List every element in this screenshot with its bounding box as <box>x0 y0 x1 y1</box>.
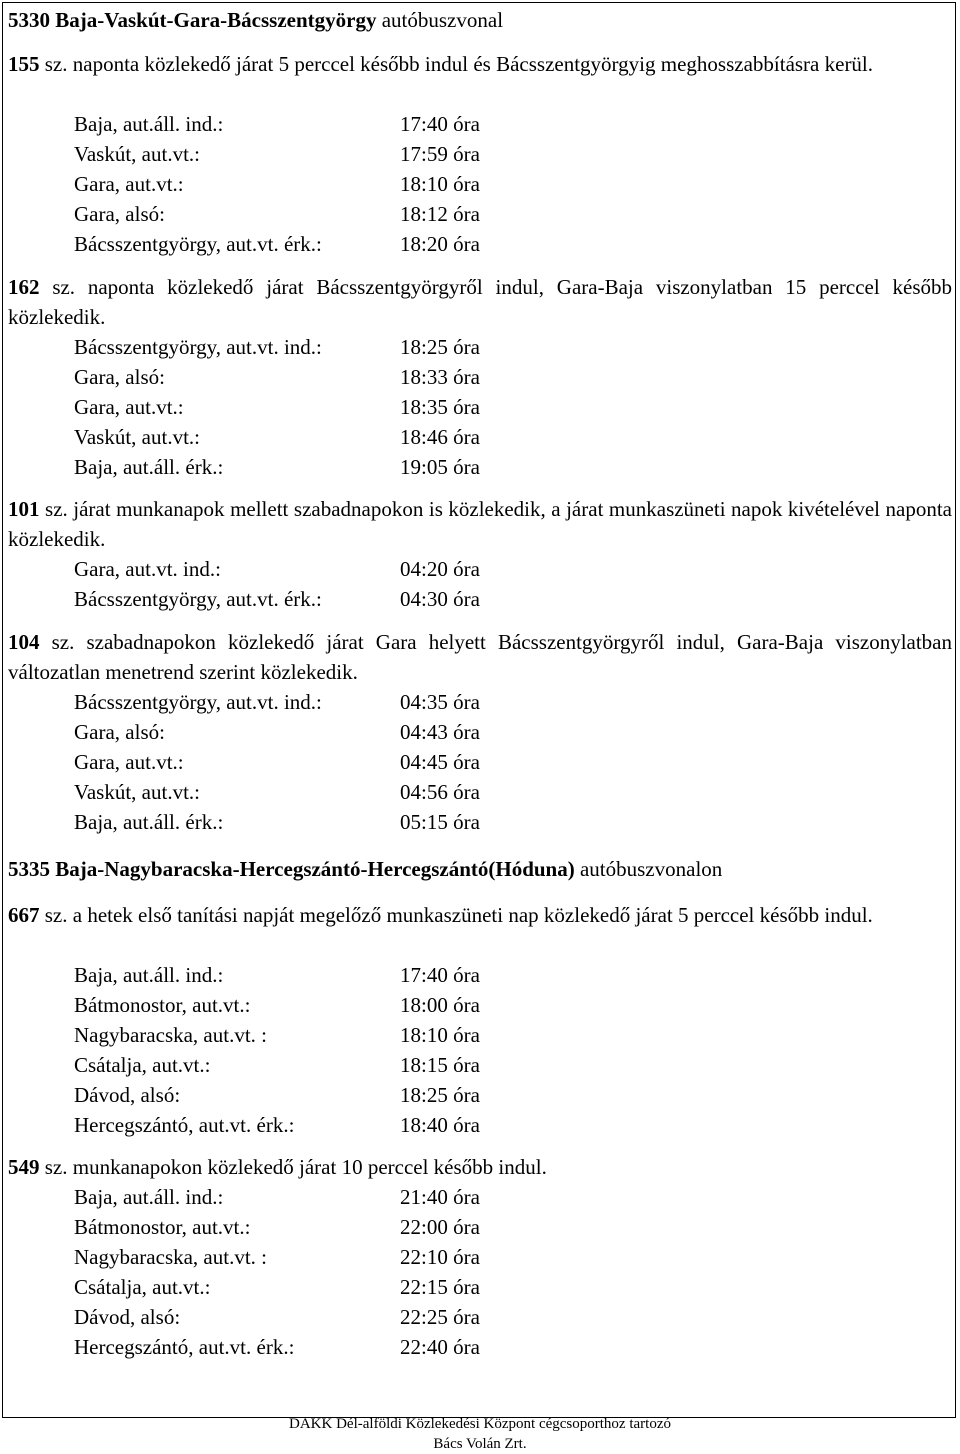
stop-time: 04:30 óra <box>400 587 480 611</box>
notice-101 <box>8 494 952 554</box>
timetable-row <box>0 1272 960 1302</box>
stop-name: Vaskút, aut.vt.: <box>74 142 200 166</box>
timetable-row <box>0 362 960 392</box>
timetable-row <box>0 1080 960 1110</box>
timetable-row <box>0 229 960 259</box>
stop-name: Gara, aut.vt. ind.: <box>74 557 221 581</box>
timetable-row <box>0 1332 960 1362</box>
timetable-row <box>0 169 960 199</box>
stop-name: Baja, aut.áll. ind.: <box>74 1185 224 1209</box>
timetable-row <box>0 452 960 482</box>
stop-name: Csátalja, aut.vt.: <box>74 1053 211 1077</box>
stop-time: 18:46 óra <box>400 425 480 449</box>
timetable-row <box>0 109 960 139</box>
stop-name: Bácsszentgyörgy, aut.vt. ind.: <box>74 335 322 359</box>
stop-time: 18:00 óra <box>400 993 480 1017</box>
notice-104 <box>8 627 952 687</box>
stop-name: Vaskút, aut.vt.: <box>74 780 200 804</box>
stop-name: Bácsszentgyörgy, aut.vt. érk.: <box>74 587 322 611</box>
stop-name: Baja, aut.áll. érk.: <box>74 810 224 834</box>
route-name: Baja-Nagybaracska-Hercegszántó-Hercegszántó(Hóduna) <box>55 857 575 881</box>
timetable-row <box>0 1020 960 1050</box>
route-code: 5335 <box>8 857 50 881</box>
stop-time: 04:43 óra <box>400 720 480 744</box>
stop-name: Bátmonostor, aut.vt.: <box>74 993 251 1017</box>
notice-155 <box>8 49 952 79</box>
trip-number: 155 <box>8 52 40 76</box>
route-code: 5330 <box>8 8 50 32</box>
stop-time: 18:40 óra <box>400 1113 480 1137</box>
stop-name: Gara, aut.vt.: <box>74 172 184 196</box>
timetable-row <box>0 687 960 717</box>
trip-number: 101 <box>8 497 40 521</box>
stop-time: 04:20 óra <box>400 557 480 581</box>
timetable-row <box>0 1302 960 1332</box>
stop-time: 04:35 óra <box>400 690 480 714</box>
route-heading-5335 <box>8 857 722 882</box>
timetable-row <box>0 960 960 990</box>
trip-number: 104 <box>8 630 40 654</box>
stop-time: 18:10 óra <box>400 172 480 196</box>
notice-text: sz. járat munkanapok mellett szabadnapokon is közlekedik, a járat munkaszüneti napok kivételével naponta közlekedik. <box>8 497 952 551</box>
stop-name: Dávod, alsó: <box>74 1083 181 1107</box>
stop-time: 22:00 óra <box>400 1215 480 1239</box>
timetable-row <box>0 990 960 1020</box>
stop-time: 18:12 óra <box>400 202 480 226</box>
stop-time: 17:40 óra <box>400 112 480 136</box>
stop-time: 18:25 óra <box>400 1083 480 1107</box>
stop-time: 18:25 óra <box>400 335 480 359</box>
timetable-row <box>0 717 960 747</box>
stop-name: Vaskút, aut.vt.: <box>74 425 200 449</box>
timetable-row <box>0 332 960 362</box>
stop-name: Baja, aut.áll. ind.: <box>74 112 224 136</box>
timetable-row <box>0 747 960 777</box>
stop-time: 18:15 óra <box>400 1053 480 1077</box>
stop-time: 04:56 óra <box>400 780 480 804</box>
notice-text: sz. naponta közlekedő járat 5 perccel később indul és Bácsszentgyörgyig meghosszabbításra kerül. <box>44 52 874 76</box>
stop-time: 21:40 óra <box>400 1185 480 1209</box>
timetable-row <box>0 422 960 452</box>
notice-162 <box>8 272 952 332</box>
stop-time: 18:35 óra <box>400 395 480 419</box>
stop-time: 18:10 óra <box>400 1023 480 1047</box>
stop-name: Bácsszentgyörgy, aut.vt. érk.: <box>74 232 322 256</box>
stop-time: 17:40 óra <box>400 963 480 987</box>
stop-name: Csátalja, aut.vt.: <box>74 1275 211 1299</box>
timetable-row <box>0 584 960 614</box>
timetable-row <box>0 199 960 229</box>
stop-name: Bátmonostor, aut.vt.: <box>74 1215 251 1239</box>
notice-text: sz. szabadnapokon közlekedő járat Gara helyett Bácsszentgyörgyről indul, Gara-Baja viszonylatban változatlan menetrend szerint közlekedik. <box>8 630 952 684</box>
footer-company-name: Bács Volán Zrt. <box>433 1436 527 1452</box>
stop-name: Gara, aut.vt.: <box>74 395 184 419</box>
stop-time: 05:15 óra <box>400 810 480 834</box>
stop-name: Dávod, alsó: <box>74 1305 181 1329</box>
stop-name: Gara, alsó: <box>74 365 165 389</box>
route-suffix: autóbuszvonal <box>381 8 504 32</box>
trip-number: 162 <box>8 275 40 299</box>
stop-name: Baja, aut.áll. érk.: <box>74 455 224 479</box>
stop-time: 22:10 óra <box>400 1245 480 1269</box>
stop-time: 22:40 óra <box>400 1335 480 1359</box>
stop-name: Hercegszántó, aut.vt. érk.: <box>74 1335 295 1359</box>
timetable-row <box>0 807 960 837</box>
notice-text: sz. munkanapokon közlekedő járat 10 perccel később indul. <box>44 1155 547 1179</box>
stop-name: Bácsszentgyörgy, aut.vt. ind.: <box>74 690 322 714</box>
notice-text: sz. naponta közlekedő járat Bácsszentgyörgyről indul, Gara-Baja viszonylatban 15 perccel később közlekedik. <box>8 275 953 329</box>
footer-company: DAKK Dél-alföldi Közlekedési Központ cégcsoporthoz tartozó <box>289 1416 671 1432</box>
timetable-row <box>0 139 960 169</box>
timetable-row <box>0 1242 960 1272</box>
stop-name: Gara, alsó: <box>74 202 165 226</box>
timetable-row <box>0 777 960 807</box>
notice-549 <box>8 1152 952 1182</box>
timetable-row <box>0 554 960 584</box>
timetable-row <box>0 1110 960 1140</box>
stop-time: 18:33 óra <box>400 365 480 389</box>
stop-name: Baja, aut.áll. ind.: <box>74 963 224 987</box>
stop-name: Nagybaracska, aut.vt. : <box>74 1245 268 1269</box>
stop-name: Gara, aut.vt.: <box>74 750 184 774</box>
trip-number: 549 <box>8 1155 40 1179</box>
trip-number: 667 <box>8 903 40 927</box>
stop-time: 19:05 óra <box>400 455 480 479</box>
stop-name: Gara, alsó: <box>74 720 165 744</box>
stop-time: 22:25 óra <box>400 1305 480 1329</box>
route-suffix: autóbuszvonalon <box>579 857 723 881</box>
stop-name: Nagybaracska, aut.vt. : <box>74 1023 268 1047</box>
timetable-row <box>0 1050 960 1080</box>
route-heading-5330 <box>8 8 503 33</box>
stop-time: 22:15 óra <box>400 1275 480 1299</box>
notice-text: sz. a hetek első tanítási napját megelőző munkaszüneti nap közlekedő járat 5 perccel később indul. <box>44 903 873 927</box>
stop-time: 18:20 óra <box>400 232 480 256</box>
route-name: Baja-Vaskút-Gara-Bácsszentgyörgy <box>55 8 377 32</box>
notice-667 <box>8 900 952 930</box>
stop-name: Hercegszántó, aut.vt. érk.: <box>74 1113 295 1137</box>
timetable-row <box>0 1182 960 1212</box>
timetable-row <box>0 1212 960 1242</box>
timetable-row <box>0 392 960 422</box>
stop-time: 04:45 óra <box>400 750 480 774</box>
stop-time: 17:59 óra <box>400 142 480 166</box>
